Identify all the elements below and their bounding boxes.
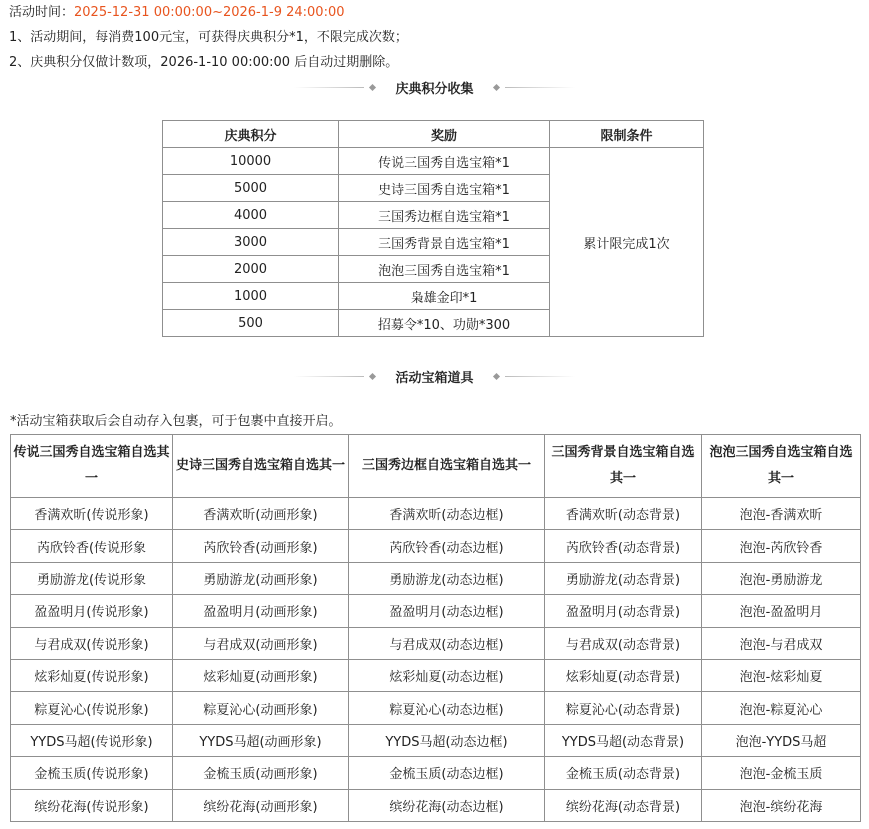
section-title-chests — [0, 366, 869, 386]
table-row — [11, 498, 861, 530]
title-left-ornament — [294, 85, 381, 90]
chest-item-cell: 香满欢昕(动画形象) — [173, 498, 349, 530]
chest-item-cell: 泡泡-金梳玉质 — [702, 757, 861, 789]
chest-item-cell: 盈盈明月(动画形象) — [173, 595, 349, 627]
table-row — [163, 148, 704, 175]
points-cell: 5000 — [163, 175, 339, 202]
chest-item-cell: 泡泡-粽夏沁心 — [702, 692, 861, 724]
chest-item-cell: 缤纷花海(动态背景) — [545, 789, 702, 821]
chest-item-cell: YYDS马超(动态背景) — [545, 724, 702, 756]
chest-item-cell: 与君成双(动态边框) — [349, 627, 545, 659]
chest-item-cell: 勇励游龙(传说形象 — [11, 562, 173, 594]
chest-item-cell: 泡泡-芮欣铃香 — [702, 530, 861, 562]
chest-item-cell: 盈盈明月(传说形象) — [11, 595, 173, 627]
chest-item-cell: 与君成双(动画形象) — [173, 627, 349, 659]
chest-table-header — [11, 435, 861, 498]
header-background-chest: 三国秀背景自选宝箱自选其一 — [545, 435, 702, 498]
chest-item-cell: 芮欣铃香(传说形象 — [11, 530, 173, 562]
chest-item-cell: 泡泡-勇励游龙 — [702, 562, 861, 594]
header-points: 庆典积分 — [163, 121, 339, 148]
header-reward: 奖励 — [339, 121, 550, 148]
chest-item-cell: YYDS马超(动态边框) — [349, 724, 545, 756]
chest-item-cell: 缤纷花海(动态边框) — [349, 789, 545, 821]
chest-item-cell: 缤纷花海(动画形象) — [173, 789, 349, 821]
chest-item-cell: 香满欢昕(传说形象) — [11, 498, 173, 530]
chest-item-cell: 芮欣铃香(动态背景) — [545, 530, 702, 562]
chest-item-cell: 盈盈明月(动态边框) — [349, 595, 545, 627]
points-cell: 500 — [163, 310, 339, 337]
chest-item-cell: 粽夏沁心(动画形象) — [173, 692, 349, 724]
chest-item-cell: 泡泡-缤纷花海 — [702, 789, 861, 821]
header-epic-chest: 史诗三国秀自选宝箱自选其一 — [173, 435, 349, 498]
limit-cell: 累计限完成1次 — [550, 148, 704, 337]
chest-item-cell: YYDS马超(传说形象) — [11, 724, 173, 756]
chest-table — [10, 434, 861, 822]
points-table-header — [163, 121, 704, 148]
title-right-ornament — [488, 85, 575, 90]
chest-item-cell: 金梳玉质(传说形象) — [11, 757, 173, 789]
reward-cell: 传说三国秀自选宝箱*1 — [339, 148, 550, 175]
reward-cell: 枭雄金印*1 — [339, 283, 550, 310]
table-row — [11, 692, 861, 724]
table-row — [11, 659, 861, 691]
chest-item-cell: 金梳玉质(动态边框) — [349, 757, 545, 789]
table-row — [11, 562, 861, 594]
chest-item-cell: 粽夏沁心(动态边框) — [349, 692, 545, 724]
header-limit: 限制条件 — [550, 121, 704, 148]
chest-item-cell: 与君成双(传说形象) — [11, 627, 173, 659]
reward-cell: 三国秀背景自选宝箱*1 — [339, 229, 550, 256]
chest-note: *活动宝箱获取后会自动存入包裹，可于包裹中直接开启。 — [10, 414, 342, 429]
chest-item-cell: 炫彩灿夏(动画形象) — [173, 659, 349, 691]
chest-item-cell: 泡泡-YYDS马超 — [702, 724, 861, 756]
chest-item-cell: 芮欣铃香(动画形象) — [173, 530, 349, 562]
table-row — [11, 757, 861, 789]
event-time-label: 活动时间： — [9, 5, 75, 20]
chest-item-cell: 粽夏沁心(传说形象) — [11, 692, 173, 724]
chest-item-cell: 缤纷花海(传说形象) — [11, 789, 173, 821]
event-time-line — [9, 0, 859, 25]
event-rule-1: 1、活动期间，每消费100元宝，可获得庆典积分*1，不限完成次数； — [9, 30, 408, 45]
chest-item-cell: 香满欢昕(动态背景) — [545, 498, 702, 530]
table-row — [11, 627, 861, 659]
chest-item-cell: 泡泡-炫彩灿夏 — [702, 659, 861, 691]
title-left-ornament — [294, 374, 381, 379]
section-title-text: 活动宝箱道具 — [395, 370, 474, 386]
chest-item-cell: 炫彩灿夏(动态背景) — [545, 659, 702, 691]
table-row — [11, 595, 861, 627]
chest-item-cell: 香满欢昕(动态边框) — [349, 498, 545, 530]
event-time-value: 2025-12-31 00:00:00~2026-1-9 24:00:00 — [74, 5, 345, 20]
chest-item-cell: 粽夏沁心(动态背景) — [545, 692, 702, 724]
section-title-points — [0, 77, 869, 97]
header-legend-chest: 传说三国秀自选宝箱自选其一 — [11, 435, 173, 498]
event-intro — [9, 0, 859, 75]
chest-item-cell: 与君成双(动态背景) — [545, 627, 702, 659]
points-cell: 10000 — [163, 148, 339, 175]
chest-item-cell: 金梳玉质(动态背景) — [545, 757, 702, 789]
chest-item-cell: 金梳玉质(动画形象) — [173, 757, 349, 789]
points-cell: 1000 — [163, 283, 339, 310]
section-title-text: 庆典积分收集 — [395, 81, 474, 97]
event-rule-2: 2、庆典积分仅做计数项，2026-1-10 00:00:00 后自动过期删除。 — [9, 55, 399, 70]
chest-item-cell: 勇励游龙(动态边框) — [349, 562, 545, 594]
reward-cell: 招募令*10、功勋*300 — [339, 310, 550, 337]
header-frame-chest: 三国秀边框自选宝箱自选其一 — [349, 435, 545, 498]
table-row — [11, 530, 861, 562]
chest-item-cell: 盈盈明月(动态背景) — [545, 595, 702, 627]
table-row — [11, 789, 861, 821]
points-cell: 3000 — [163, 229, 339, 256]
reward-cell: 泡泡三国秀自选宝箱*1 — [339, 256, 550, 283]
reward-cell: 三国秀边框自选宝箱*1 — [339, 202, 550, 229]
points-cell: 4000 — [163, 202, 339, 229]
chest-item-cell: 泡泡-与君成双 — [702, 627, 861, 659]
chest-item-cell: 炫彩灿夏(动态边框) — [349, 659, 545, 691]
chest-item-cell: 勇励游龙(动画形象) — [173, 562, 349, 594]
reward-cell: 史诗三国秀自选宝箱*1 — [339, 175, 550, 202]
chest-item-cell: 芮欣铃香(动态边框) — [349, 530, 545, 562]
table-row — [11, 724, 861, 756]
chest-item-cell: 勇励游龙(动态背景) — [545, 562, 702, 594]
chest-item-cell: 炫彩灿夏(传说形象) — [11, 659, 173, 691]
chest-item-cell: 泡泡-香满欢昕 — [702, 498, 861, 530]
chest-item-cell: 泡泡-盈盈明月 — [702, 595, 861, 627]
header-bubble-chest: 泡泡三国秀自选宝箱自选其一 — [702, 435, 861, 498]
points-cell: 2000 — [163, 256, 339, 283]
points-table — [162, 120, 704, 337]
title-right-ornament — [488, 374, 575, 379]
chest-item-cell: YYDS马超(动画形象) — [173, 724, 349, 756]
